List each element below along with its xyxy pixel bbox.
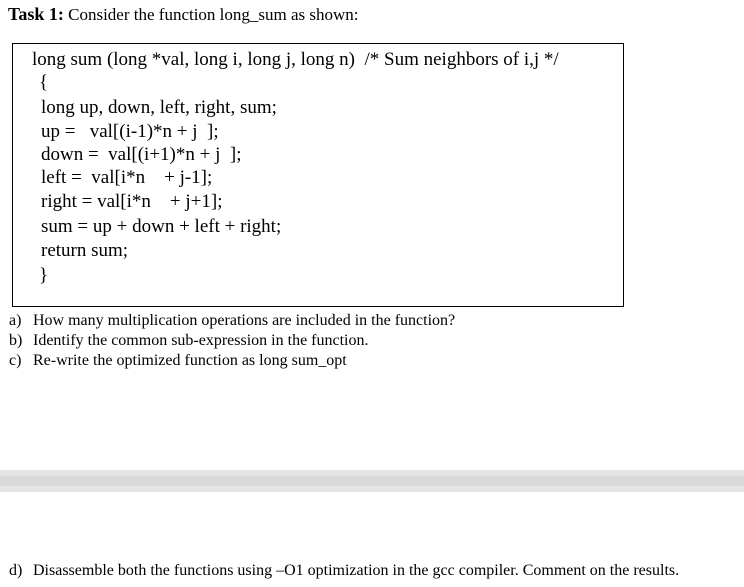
question-d-text: Disassemble both the functions using –O1 optimization in the gcc compiler. Comment on the results.: [33, 562, 680, 579]
task-label: Task 1:: [8, 4, 64, 24]
question-d: [9, 562, 679, 580]
question-a-text: How many multiplication operations are included in the function?: [33, 312, 456, 329]
question-c: [9, 352, 347, 370]
question-b: [9, 332, 368, 350]
code-line-return: return sum;: [41, 240, 129, 261]
question-b-text: Identify the common sub-expression in the function.: [33, 332, 369, 349]
question-a-letter: a): [9, 312, 22, 329]
code-listing-box: [12, 43, 624, 307]
open-brace: {: [39, 72, 49, 93]
question-b-letter: b): [9, 332, 23, 349]
close-brace: }: [39, 265, 49, 286]
code-line-declaration: long up, down, left, right, sum;: [41, 97, 277, 118]
code-line-down: down = val[(i+1)*n + j ];: [41, 144, 242, 165]
question-c-text: Re-write the optimized function as long sum_opt: [33, 352, 347, 369]
task-heading: [8, 4, 359, 25]
code-line-right: right = val[i*n + j+1];: [41, 191, 223, 212]
task-description: Consider the function long_sum as shown:: [63, 5, 359, 24]
function-signature: long sum (long *val, long i, long j, long n) /* Sum neighbors of i,j */: [32, 49, 559, 70]
code-line-left: left = val[i*n + j-1];: [41, 167, 213, 188]
page-break-divider: [0, 470, 744, 492]
page-lower: [0, 492, 744, 587]
page-break-shade: [0, 476, 744, 486]
code-line-up: up = val[(i-1)*n + j ];: [41, 121, 219, 142]
code-line-sum: sum = up + down + left + right;: [41, 216, 282, 237]
question-d-letter: d): [9, 562, 23, 579]
question-a: [9, 312, 455, 330]
question-c-letter: c): [9, 352, 22, 369]
